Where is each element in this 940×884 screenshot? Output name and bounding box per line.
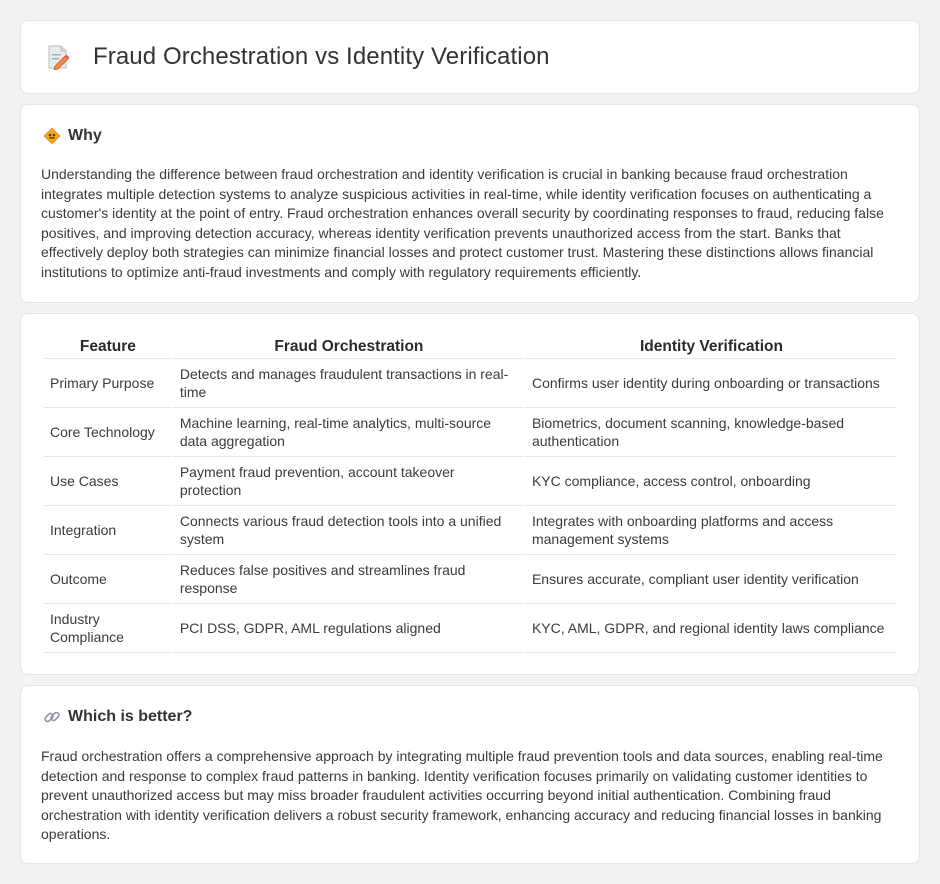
warning-sign-icon <box>43 127 61 145</box>
why-body: Understanding the difference between fraud orchestration and identity verification is crucial in banking because fraud orchestration integrates multiple detection systems to analyze suspicious activities in real-time, while identity verification focuses on authenticating a customer's identity at the point of entry. Fraud orchestration enhances overall security by coordinating responses to fraud, reducing false positives, and improving detection accuracy, whereas identity verification prevents unauthorized access from the start. Banks that effectively deploy both strategies can minimize financial losses and protect customer trust. Mastering these distinctions allows financial institutions to optimize anti-fraud investments and comply with regulatory requirements efficiently. <box>41 166 884 280</box>
feature-cell: Use Cases <box>44 457 172 506</box>
fraud-orchestration-cell: Reduces false positives and streamlines fraud response <box>174 555 524 604</box>
column-header-identity-verification: Identity Verification <box>526 335 897 359</box>
feature-cell: Integration <box>44 506 172 555</box>
identity-verification-cell: Ensures accurate, compliant user identity verification <box>526 555 897 604</box>
identity-verification-cell: Confirms user identity during onboarding or transactions <box>526 359 897 408</box>
comparison-table <box>42 335 899 653</box>
feature-cell: Outcome <box>44 555 172 604</box>
link-icon <box>43 708 61 726</box>
feature-cell: Industry Compliance <box>44 604 172 653</box>
column-header-feature: Feature <box>44 335 172 359</box>
table-row <box>44 604 897 653</box>
feature-cell: Core Technology <box>44 408 172 457</box>
why-header <box>43 127 102 145</box>
table-row <box>44 506 897 555</box>
table-row <box>44 457 897 506</box>
identity-verification-cell: KYC compliance, access control, onboarding <box>526 457 897 506</box>
table-row <box>44 359 897 408</box>
better-header <box>43 708 192 726</box>
identity-verification-cell: Integrates with onboarding platforms and access management systems <box>526 506 897 555</box>
identity-verification-cell: KYC, AML, GDPR, and regional identity laws compliance <box>526 604 897 653</box>
fraud-orchestration-cell: Connects various fraud detection tools into a unified system <box>174 506 524 555</box>
title-row <box>47 43 550 71</box>
better-body: Fraud orchestration offers a comprehensive approach by integrating multiple fraud prevention tools and data sources, enabling real-time detection and response to complex fraud patterns in banking. Identity verification focuses primarily on validating customer identities to prevent unauthorized access but may miss broader fraudulent activities occurring beyond initial authentication. Combining fraud orchestration with identity verification delivers a robust security framework, enhancing accuracy and reducing financial losses in banking operations. <box>41 748 883 842</box>
document-pen-icon <box>47 44 69 70</box>
which-is-better-section <box>20 685 920 864</box>
why-section <box>20 104 920 303</box>
why-title: Why <box>68 127 102 144</box>
comparison-section <box>20 313 920 675</box>
table-row <box>44 408 897 457</box>
fraud-orchestration-cell: PCI DSS, GDPR, AML regulations aligned <box>174 604 524 653</box>
better-title: Which is better? <box>68 708 193 725</box>
identity-verification-cell: Biometrics, document scanning, knowledge-based authentication <box>526 408 897 457</box>
feature-cell: Primary Purpose <box>44 359 172 408</box>
fraud-orchestration-cell: Detects and manages fraudulent transactions in real-time <box>174 359 524 408</box>
column-header-fraud-orchestration: Fraud Orchestration <box>174 335 524 359</box>
title-card <box>20 20 920 94</box>
fraud-orchestration-cell: Machine learning, real-time analytics, multi-source data aggregation <box>174 408 524 457</box>
table-header-row <box>44 335 897 359</box>
page-title: Fraud Orchestration vs Identity Verification <box>93 43 550 70</box>
table-row <box>44 555 897 604</box>
fraud-orchestration-cell: Payment fraud prevention, account takeover protection <box>174 457 524 506</box>
